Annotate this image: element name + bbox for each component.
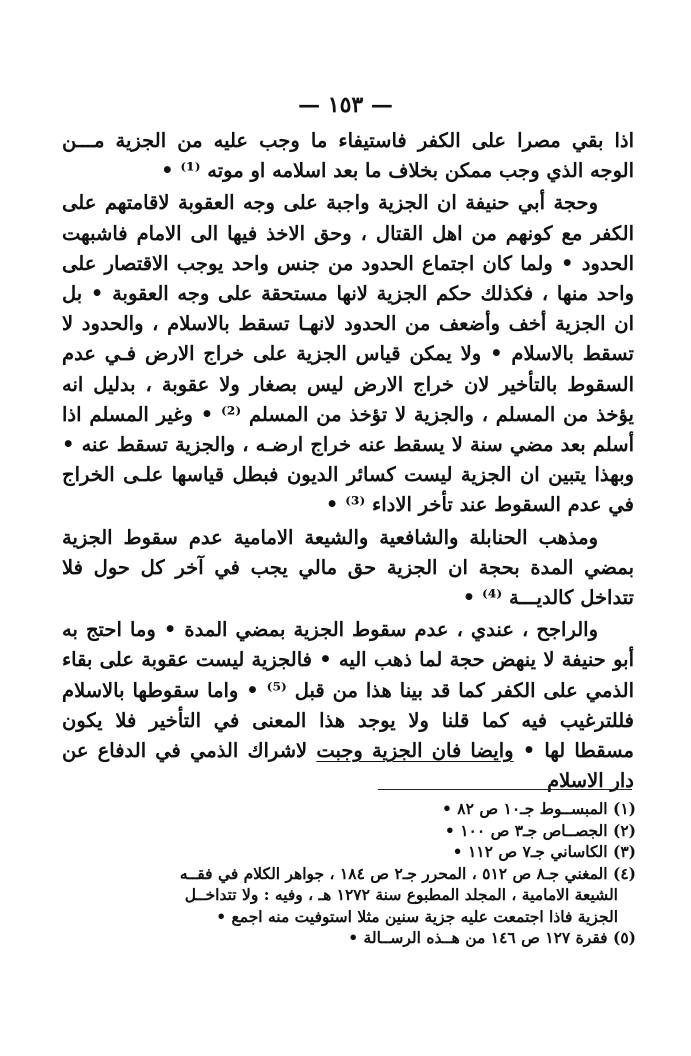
paragraph-other-schools: ومذهب الحنابلة والشافعية والشيعة الامامية عدم سقوط الجزية بمضي المدة بحجة ان الجزية حق مالي يجب في آخر كل حول فلا تتداخل كالديـــة ⁽⁴⁾ •	[62, 525, 634, 610]
footnote-5: (٥) فقرة ١٢٧ ص ١٤٦ من هــذه الرســالة •	[348, 928, 636, 947]
footnote-1: (١) المبســوط جـ١٠ ص ٨٢ •	[441, 799, 636, 818]
footnotes	[170, 798, 636, 949]
preferred-opinion-text: عدم سقوط الجزية بمضي المدة • وما احتج به أبو حنيفة لا ينهض حجة لما ذهب اليه • فالجزية ليست عقوبة على بقاء الذمي على الكفر كما قد بينا هذا من قبل ⁽⁵⁾ • واما سقوطها بالاسلام فللترغيب فيه كما قلنا ولا يوجد هذا المعنى في التأخير فلا يكون مسقطا لها •	[62, 618, 634, 763]
paragraph-continuation: اذا بقي مصرا على الكفر فاستيفاء ما وجب عليه من الجزية مـــن الوجه الذي وجب ممكن بخلاف ما بعد اسلامه او موته ⁽¹⁾ •	[62, 129, 634, 183]
underlined-phrase: وايضا فان الجزية وجبت	[316, 739, 514, 763]
preferred-opinion-ending: لاشراك الذمي في الدفاع عن دار الاسلام	[62, 739, 634, 793]
footnote-4: (٤) المغني جـ٨ ص ٥١٢ ، المحرر جـ٢ ص ١٨٤ ، جواهر الكلام في فقــه	[179, 863, 636, 883]
footnote-3: (٣) الكاساني جـ٧ ص ١١٢ •	[452, 842, 636, 861]
footnote-4-continuation: الشيعة الامامية ، المجلد المطبوع سنة ١٢٧٢ هـ ، وفيه : ولا تتداخــل	[184, 885, 618, 904]
main-text	[62, 126, 634, 796]
page-number: — ١٥٣ —	[298, 92, 393, 118]
footnote-divider	[378, 789, 632, 790]
paragraph-preferred-opinion	[62, 615, 634, 796]
footnote-4-continuation-2: الجزية فاذا اجتمعت عليه جزية سنين مثلا استوفيت منه اجمع •	[216, 906, 618, 926]
footnote-2: (٢) الجصــاص جـ٣ ص ١٠٠ •	[444, 820, 636, 840]
preferred-opinion-lead: والراجح ، عندي ،	[456, 618, 598, 642]
paragraph-abu-hanifa-argument: وحجة أبي حنيفة ان الجزية واجبة على وجه العقوبة لاقامتهم على الكفر مع كونهم من اهل القتال ، وحق الاخذ فيها الى الامام فاشبهت الحدود • ولما كان اجتماع الحدود من جنس واحد يوجب الاقتصار على واحد منها ، فكذلك حكم الجزية لانها مستحقة على وجه العقوبة • بل ان الجزية أخف وأضعف من الحدود لانهـا تسقط بالاسلام ، والحدود لا تسقط بالاسلام • ولا يمكن قياس الجزية على خراج الارض فـي عدم السقوط بالتأخير لان خراج الارض ليس بصغار ولا عقوبة ، بدليل انه يؤخذ من المسلم ، والجزية لا تؤخذ من المسلم ⁽²⁾ • وغير المسلم اذا أسلم بعد مضي سنة لا يسقط عنه خراج ارضـه ، والجزية تسقط عنه • وبهذا يتبين ان الجزية ليست كسائر الديون فبطل قياسها علـى الخراج في عدم السقوط عند تأخر الاداء ⁽³⁾ •	[62, 191, 634, 517]
